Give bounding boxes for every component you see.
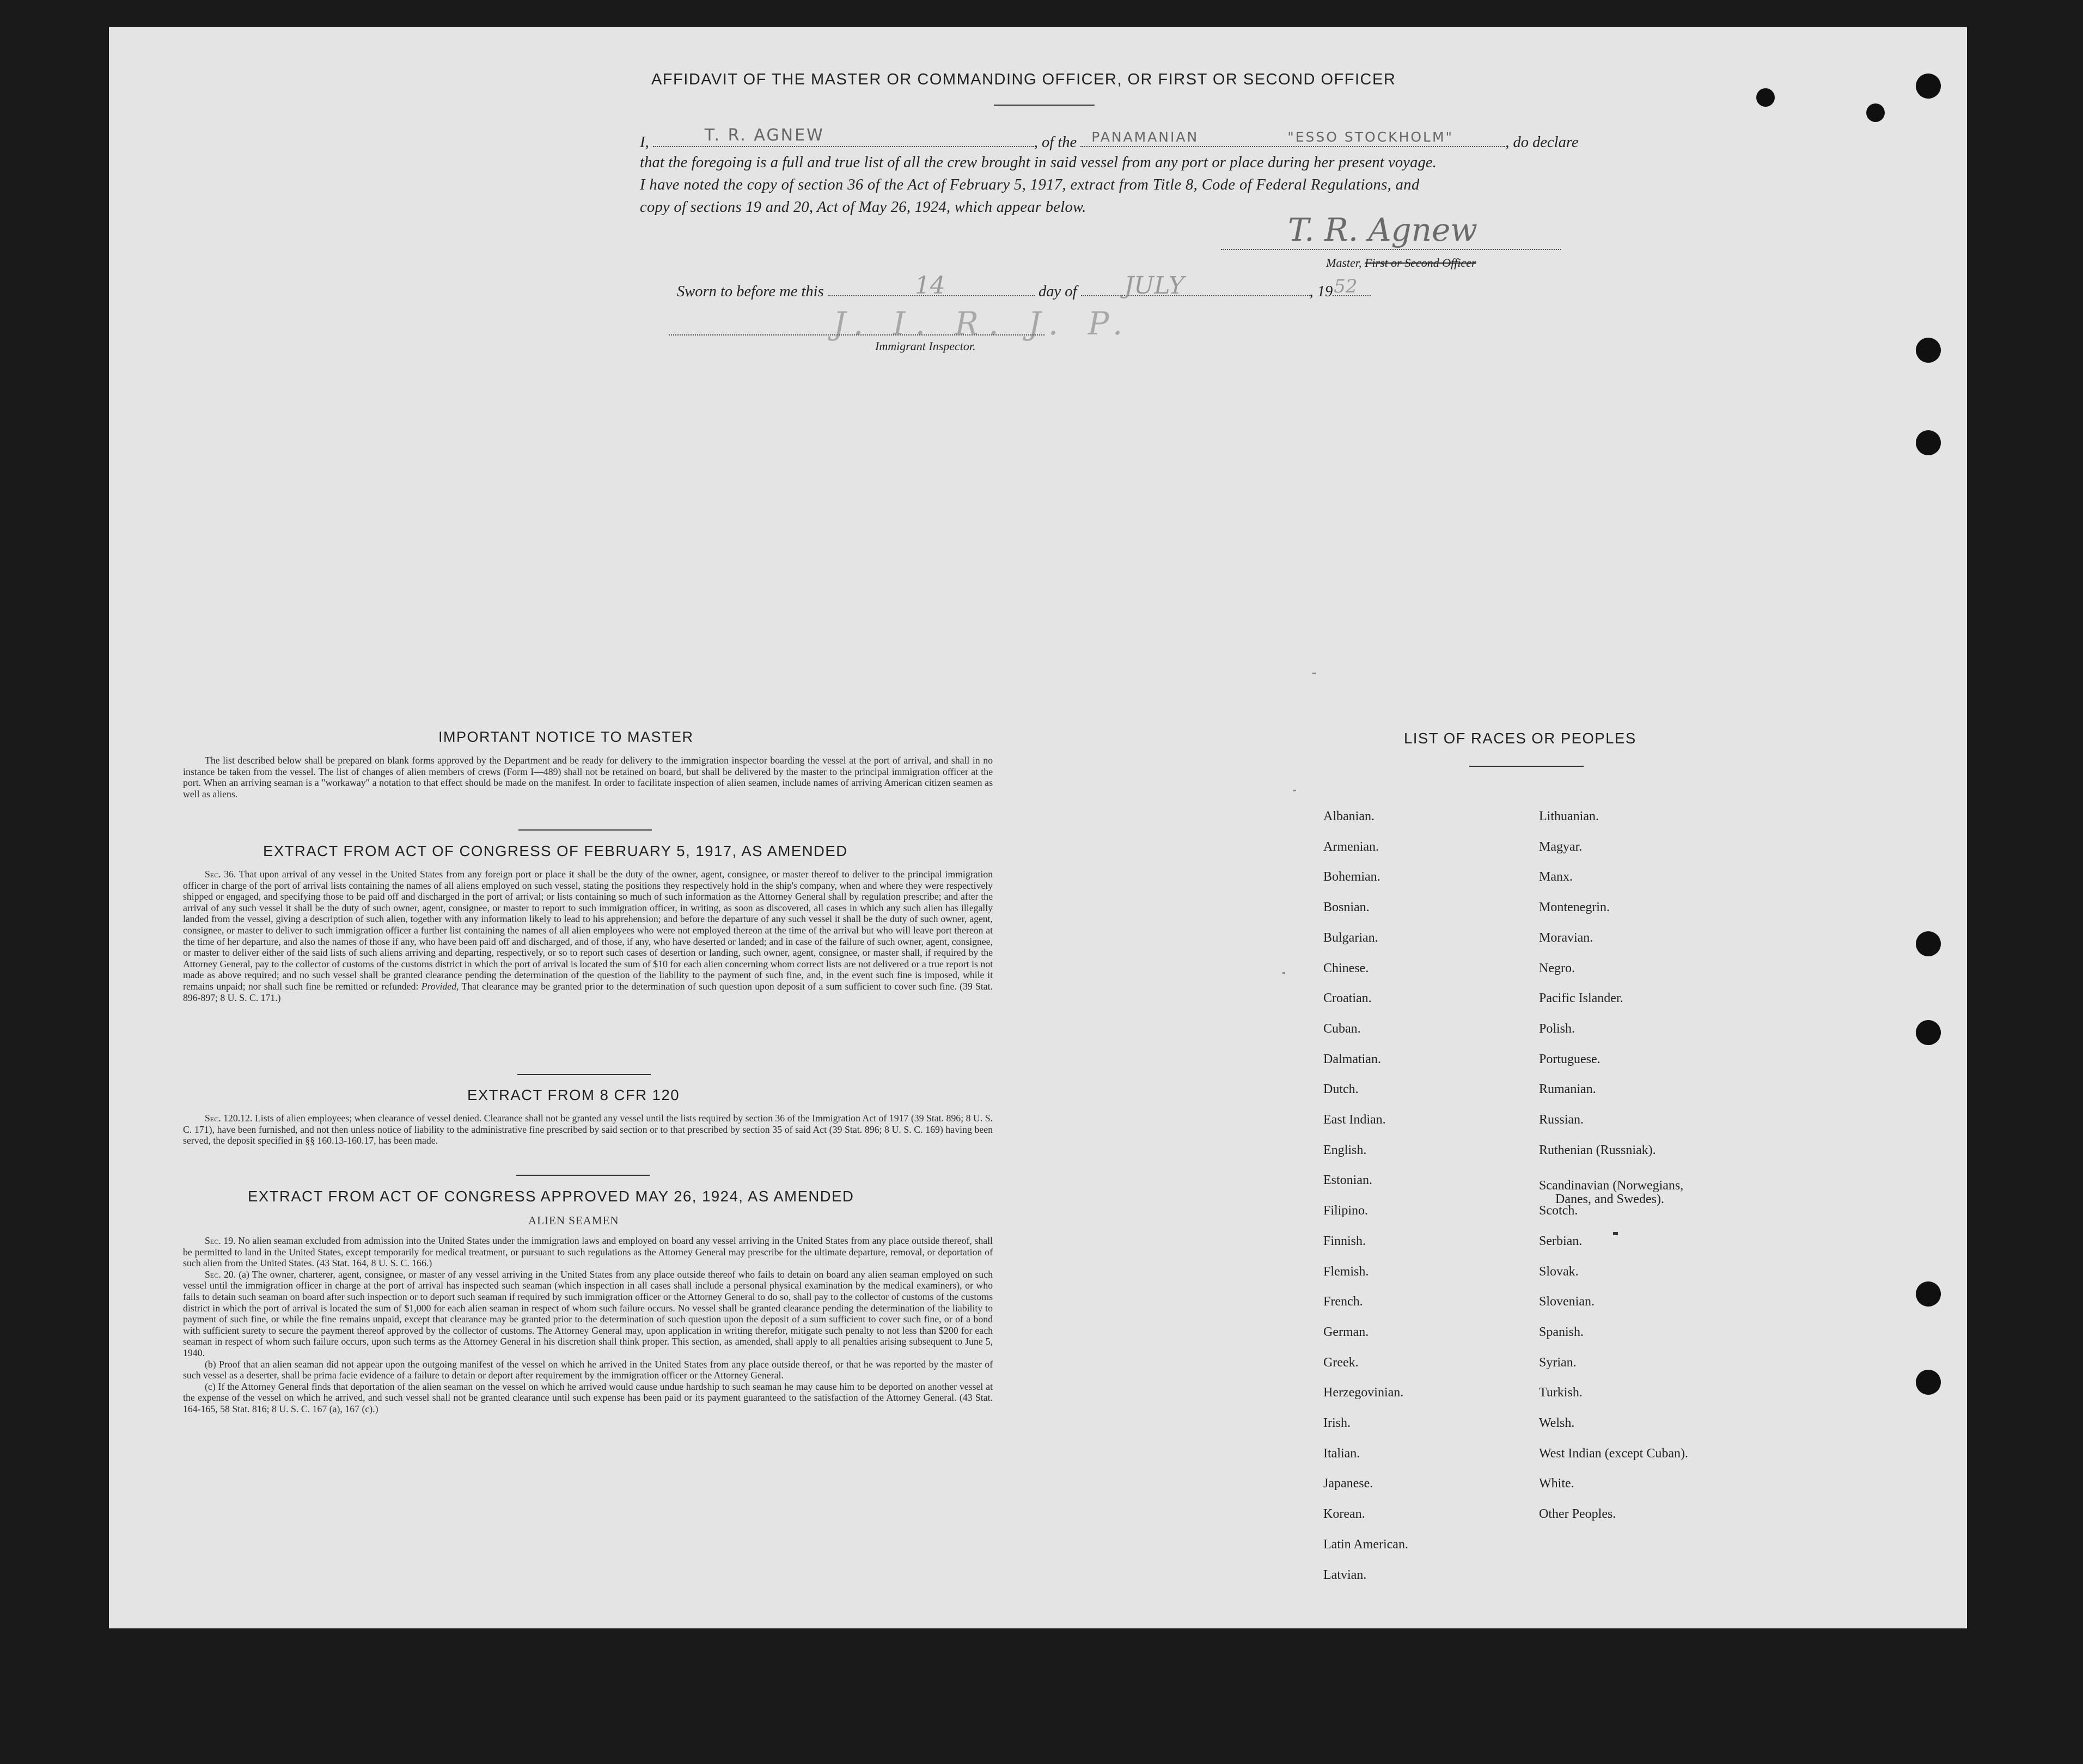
race-item: Other Peoples.: [1539, 1507, 1616, 1522]
race-item: German.: [1323, 1324, 1369, 1339]
race-item: Filipino.: [1323, 1204, 1369, 1218]
inspector-caption: Immigrant Inspector.: [875, 339, 976, 353]
race-item: Montenegrin.: [1539, 900, 1610, 915]
sec-20-label: Sec. 20.: [205, 1268, 236, 1280]
race-item: Turkish.: [1539, 1385, 1583, 1400]
affidavit-divider: [994, 105, 1095, 106]
race-item: Dutch.: [1323, 1082, 1359, 1097]
race-item: Scotch.: [1539, 1204, 1578, 1218]
race-item: Scandinavian (Norwegians,: [1539, 1179, 1684, 1193]
race-item: Croatian.: [1323, 991, 1372, 1006]
punch-hole: [1916, 430, 1941, 455]
document-page: [109, 27, 1967, 1628]
sworn-prefix: Sworn to before me this: [677, 283, 824, 300]
race-item: Serbian.: [1539, 1234, 1583, 1248]
nationality-field: [1080, 131, 1505, 147]
punch-hole: [1866, 103, 1885, 122]
race-item: Slovak.: [1539, 1264, 1579, 1279]
scan-speck: [1293, 790, 1296, 791]
race-item: Armenian.: [1323, 839, 1379, 854]
notice-divider: [518, 829, 652, 831]
race-item: Irish.: [1323, 1416, 1351, 1430]
race-item: Magyar.: [1539, 839, 1583, 854]
notice-paragraph: The list described below shall be prepared on blank forms approved by the Department and be ready for delivery to the immigration inspector boarding the vessel at the port of arrival, and shall in no instance be taken from the vessel. The list of changes of alien members of crews (Form I—489) shall not be retained on board, but shall be delivered by the master to the principal immigration officer at the port. When an arriving seaman is a "workaway" a notation to that effect should be made on the manifest. In order to facilitate inspection of alien seamen, include names of arriving American citizen seamen as well as aliens.: [183, 755, 993, 799]
race-item: Latin American.: [1323, 1537, 1408, 1552]
day-of-label: day of: [1038, 283, 1077, 300]
signature-caption-master: Master,: [1326, 256, 1362, 270]
handwritten-signature: T. R. Agnew: [1288, 211, 1477, 248]
race-item: Ruthenian (Russniak).: [1539, 1143, 1656, 1157]
race-item: Negro.: [1539, 961, 1575, 975]
extract-cfr-divider: [516, 1175, 650, 1176]
scan-speck: [1613, 1232, 1618, 1235]
race-item: Chinese.: [1323, 961, 1369, 975]
race-item: West Indian (except Cuban).: [1539, 1446, 1688, 1461]
race-item: Dalmatian.: [1323, 1052, 1381, 1066]
punch-hole: [1916, 931, 1941, 956]
race-item: Flemish.: [1323, 1264, 1369, 1279]
race-item: Bosnian.: [1323, 900, 1370, 915]
race-item: Manx.: [1539, 870, 1573, 884]
sec-20a-paragraph: [183, 1269, 993, 1359]
race-item: Syrian.: [1539, 1355, 1577, 1370]
race-item: Greek.: [1323, 1355, 1359, 1370]
inspector-line: [669, 333, 1044, 335]
declaration-line-1: [640, 126, 1579, 151]
extract-cfr-paragraph: [183, 1113, 993, 1146]
sec-20b-paragraph: (b) Proof that an alien seaman did not appear upon the outgoing manifest of the vessel on which he arrived in the United States from any place outside thereof, or that he was reported by the master of such vessel as a deserter, shall be prima facie evidence of a failure to detain or deport after requirement by the immigration officer or the Attorney General.: [183, 1358, 993, 1381]
extract-1917-text: [183, 869, 993, 1003]
race-item: French.: [1323, 1295, 1363, 1309]
race-item: Bulgarian.: [1323, 930, 1378, 945]
do-declare-label: , do declare: [1505, 134, 1579, 151]
handwritten-year: 52: [1334, 276, 1358, 297]
race-item: Bohemian.: [1323, 870, 1380, 884]
sec-19-label: Sec. 19.: [205, 1235, 236, 1246]
race-item: Pacific Islander.: [1539, 991, 1623, 1006]
sworn-line: [677, 272, 1371, 301]
race-item: White.: [1539, 1476, 1574, 1491]
scan-speck: [1312, 673, 1316, 674]
sec-20a-text: (a) The owner, charterer, agent, consignee, or master of any vessel arriving in the United States from any place outside thereof who fails to detain on board any alien seaman employed on such vessel until the immigration officer in charge at the port of arrival has inspected such seaman (which inspection in all cases shall include a personal physical examination by the medical examiners), or who fails to detain such seaman on board after such inspection or to deport such seaman if required by such immigration officer or the Attorney General to do so, shall pay to the collector of customs of the customs district in which the port of arrival is located the sum of $1,000 for each alien seaman in respect of whom such failure occurs. No vessel shall be granted clearance pending the determination of the liability to payment of such fine, or while the fine remains unpaid, except that clearance may be granted prior to the determination of such question upon the deposit of a sum sufficient to cover such fine, or of a bond with sufficient surety to secure the payment thereof approved by the collector of customs. The Attorney General may, upon application in writing therefor, mitigate such penalty to not less than $200 for each seaman in respect of whom such failure occurs, upon such terms as the Attorney General in his discretion shall think proper. This section, as amended, shall apply to all penalties arising subsequent to June 5, 1940.: [183, 1268, 993, 1358]
sec-120-text: Lists of alien employees; when clearance of vessel denied. Clearance shall not be granted any vessel until the lists required by section 36 of the Immigration Act of 1917 (39 Stat. 896; 8 U. S. C. 171), have been furnished, and not then unless notice of liability to the administrative fine prescribed by said section or to that prescribed by section 35 of said Act (39 Stat. 896; 8 U. S. C. 169) having been served, the deposit specified in §§ 160.13-160.17, has been made.: [183, 1113, 993, 1146]
signature-caption-struck: First or Second Officer: [1364, 256, 1476, 270]
handwritten-vessel: "ESSO STOCKHOLM": [1287, 129, 1454, 145]
races-divider: [1469, 766, 1584, 767]
extract-1924-subtitle: ALIEN SEAMEN: [528, 1214, 619, 1227]
race-item: Herzegovinian.: [1323, 1385, 1404, 1400]
handwritten-inspector: J. I. R. J. P.: [833, 305, 1133, 342]
of-the-label: , of the: [1034, 134, 1077, 151]
notice-text: [183, 755, 993, 799]
race-item: Portuguese.: [1539, 1052, 1601, 1066]
race-item: Moravian.: [1539, 930, 1593, 945]
extract-1924-text: [183, 1235, 993, 1415]
sec-20c-paragraph: (c) If the Attorney General finds that deportation of the alien seaman on the vessel on which he arrived would cause undue hardship to such seaman he may cause him to be deported on another vessel at the expense of the vessel on which he arrived, and such vessel shall not be granted clearance until such expense has been paid or its payment guaranteed to the satisfaction of the Attorney General. (43 Stat. 164-165, 58 Stat. 816; 8 U. S. C. 167 (a), 167 (c).): [183, 1381, 993, 1414]
race-item: Albanian.: [1323, 809, 1375, 823]
race-item: Finnish.: [1323, 1234, 1366, 1248]
declaration-line-2: that the foregoing is a full and true list of all the crew brought in said vessel from any port or place during her present voyage.: [640, 154, 1437, 171]
sec-19-paragraph: [183, 1235, 993, 1269]
handwritten-name: T. R. AGNEW: [704, 126, 824, 145]
sec-120-label: Sec. 120.12.: [205, 1113, 253, 1124]
extract-1924-title: EXTRACT FROM ACT OF CONGRESS APPROVED MAY 26, 1924, AS AMENDED: [248, 1188, 854, 1205]
declaration-line-4: copy of sections 19 and 20, Act of May 26, 1924, which appear below.: [640, 199, 1086, 216]
sec-36-text: That upon arrival of any vessel in the United States from any foreign port or place it shall be the duty of the owner, agent, consignee, or master thereof to deliver to the principal immigration officer in charge of the port of arrival lists containing the names of all aliens employed on such vessel, stating the positions they respectively hold in the ship's company, when and where they were respectively shipped or engaged, and specifying those to be paid off and discharged in the port of arrival; or lists containing so much of such information as the Attorney General shall by regulation prescribe; and after the arrival of any such vessel it shall be the duty of such owner, agent, consignee, or master to report to such immigration officer, in writing, as soon as discovered, all cases in which any such alien has illegally landed from the vessel, giving a description of such alien, together with any information likely to lead to his apprehension; and before the departure of any such vessel it shall be the duty of such owner, agent, consignee, or master to deliver to such immigration officer a further list containing the names of all alien employees who were not employed thereon at the time of the arrival but who will leave port thereon at the time of her departure, and also the names of those if any, who have been paid off and discharged, and of those, if any, who have deserted or landed; and in case of the failure of such owner, agent, consignee, or master to deliver either of the said lists of such aliens arriving and departing, respectively, or so to report such cases of desertion or landing, such owner, agent, consignee, or master shall, if required by the Attorney General, pay to the collector of customs of the customs district in which the port of arrival is located the sum of $10 for each alien concerning whom correct lists are not delivered or a true report is not made as above required; and no such vessel shall be granted clearance pending the determination of the question of the liability to the payment of such fine, and, in the event such fine is imposed, while it remains unpaid; nor shall such fine be remitted or refunded:: [183, 869, 993, 992]
handwritten-day: 14: [914, 272, 945, 300]
affidavit-title: AFFIDAVIT OF THE MASTER OR COMMANDING OFFICER, OR FIRST OR SECOND OFFICER: [651, 71, 1396, 88]
extract-1917-divider: [517, 1074, 651, 1075]
punch-hole: [1916, 1020, 1941, 1045]
race-item: Slovenian.: [1539, 1295, 1595, 1309]
sec-36-label: Sec. 36.: [205, 869, 236, 880]
signature-caption: [1326, 256, 1476, 270]
race-item: Lithuanian.: [1539, 809, 1599, 823]
races-title: LIST OF RACES OR PEOPLES: [1404, 730, 1636, 747]
race-item: Polish.: [1539, 1021, 1575, 1036]
race-item: Russian.: [1539, 1113, 1584, 1127]
punch-hole: [1916, 1370, 1941, 1395]
year-prefix: , 19: [1309, 283, 1333, 300]
race-item: Spanish.: [1539, 1324, 1584, 1339]
extract-cfr-text: [183, 1113, 993, 1146]
sec-19-text: No alien seaman excluded from admission into the United States under the immigration laws and employed on board any vessel arriving in the United States from any place outside thereof, shall be permitted to land in the United States, except temporarily for medical treatment, or pursuant to such regulations as the Attorney General may prescribe for the ultimate departure, removal, or deportation of such alien from the United States. (43 Stat. 164, 8 U. S. C. 166.): [183, 1235, 993, 1269]
race-item: Danes, and Swedes).: [1555, 1192, 1664, 1207]
proviso-text: That clearance may be granted prior to the determination of such question upon deposit of a sum sufficient to cover such fine. (39 Stat. 896-897; 8 U. S. C. 171.): [183, 980, 993, 1003]
declaration-pre-name: I,: [640, 134, 649, 151]
race-item: Italian.: [1323, 1446, 1360, 1461]
race-item: Cuban.: [1323, 1021, 1361, 1036]
year-field: [1333, 276, 1371, 297]
extract-1917-paragraph: [183, 869, 993, 1003]
extract-1917-title: EXTRACT FROM ACT OF CONGRESS OF FEBRUARY 5, 1917, AS AMENDED: [263, 843, 848, 859]
race-item: Japanese.: [1323, 1476, 1373, 1491]
race-item: English.: [1323, 1143, 1367, 1157]
race-item: Estonian.: [1323, 1173, 1372, 1188]
handwritten-month: JULY: [1124, 272, 1184, 300]
day-field: [828, 272, 1035, 300]
race-item: Welsh.: [1539, 1416, 1575, 1430]
notice-title: IMPORTANT NOTICE TO MASTER: [438, 729, 694, 745]
scan-speck: [1282, 972, 1285, 974]
race-item: Rumanian.: [1539, 1082, 1596, 1097]
declaration-line-3: I have noted the copy of section 36 of the Act of February 5, 1917, extract from Title 8, Code of Federal Regulations, and: [640, 176, 1420, 193]
punch-hole: [1756, 88, 1775, 107]
proviso-label: Provided,: [421, 980, 459, 992]
handwritten-nationality: PANAMANIAN: [1091, 129, 1199, 145]
month-field: [1081, 272, 1310, 300]
punch-hole: [1916, 74, 1941, 99]
punch-hole: [1916, 1281, 1941, 1307]
race-item: Korean.: [1323, 1507, 1365, 1522]
name-field: [653, 126, 1034, 147]
race-item: East Indian.: [1323, 1113, 1386, 1127]
punch-hole: [1916, 338, 1941, 363]
extract-cfr-title: EXTRACT FROM 8 CFR 120: [467, 1087, 680, 1103]
race-item: Latvian.: [1323, 1567, 1367, 1582]
